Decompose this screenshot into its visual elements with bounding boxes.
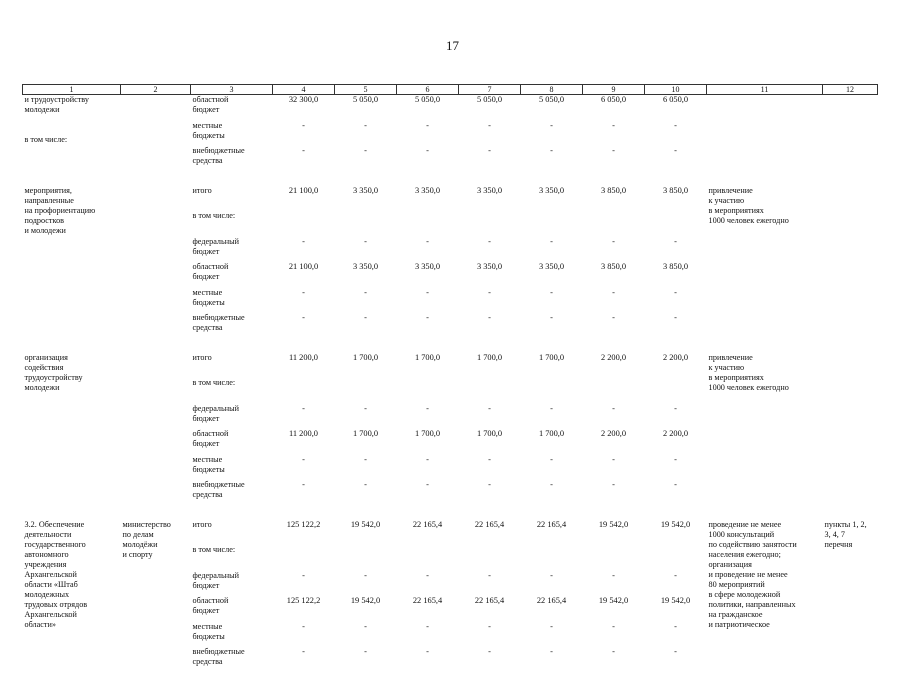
amount-cell: - bbox=[612, 403, 615, 413]
row-title: организация содействия трудоустройству молодежи bbox=[24, 352, 83, 392]
amount-cell: - bbox=[488, 570, 491, 580]
amount-cell: 2 200,0 bbox=[662, 429, 689, 438]
amount-cell: - bbox=[364, 621, 367, 631]
amount-cell: 3 850,0 bbox=[662, 262, 689, 271]
amount-cell: - bbox=[674, 287, 677, 297]
amount-cell bbox=[521, 378, 583, 404]
amount-cell: 19 542,0 bbox=[598, 519, 629, 529]
amount-cell: - bbox=[426, 647, 429, 656]
amount-cell: - bbox=[302, 480, 305, 489]
amount-cell: - bbox=[612, 454, 615, 464]
amount-cell: 1 700,0 bbox=[538, 352, 565, 362]
amount-cell: - bbox=[426, 480, 429, 489]
amount-cell bbox=[645, 378, 707, 404]
amount-cell bbox=[335, 211, 397, 237]
amount-cell: 32 300,0 bbox=[288, 95, 319, 104]
amount-cell: 3 350,0 bbox=[476, 262, 503, 271]
header-cell-1: 1 bbox=[23, 85, 121, 95]
amount-cell: - bbox=[674, 120, 677, 130]
table-row bbox=[23, 186, 878, 212]
amount-cell: - bbox=[488, 647, 491, 656]
amount-cell: 22 165,4 bbox=[474, 519, 505, 529]
amount-cell: - bbox=[674, 403, 677, 413]
funding-source-label: итого bbox=[192, 185, 212, 195]
funding-source-label: итого bbox=[192, 519, 212, 529]
amount-cell: 22 165,4 bbox=[412, 596, 443, 605]
amount-cell: - bbox=[612, 120, 615, 130]
amount-cell: 1 700,0 bbox=[476, 429, 503, 438]
spacer-cell bbox=[23, 172, 878, 186]
amount-cell: - bbox=[364, 146, 367, 155]
table-row bbox=[23, 520, 878, 546]
table-header bbox=[23, 85, 878, 95]
amount-cell: 22 165,4 bbox=[536, 596, 567, 605]
amount-cell: - bbox=[550, 313, 553, 322]
amount-cell: - bbox=[302, 287, 305, 297]
amount-cell: 125 122,2 bbox=[286, 519, 321, 529]
amount-cell: - bbox=[612, 287, 615, 297]
header-row bbox=[23, 85, 878, 95]
amount-cell: - bbox=[488, 480, 491, 489]
amount-cell: 2 200,0 bbox=[600, 352, 627, 362]
amount-cell: - bbox=[488, 236, 491, 246]
amount-cell bbox=[521, 211, 583, 237]
amount-cell: - bbox=[488, 313, 491, 322]
header-cell-2: 2 bbox=[121, 85, 191, 95]
funding-source-label: внебюджетные средства bbox=[192, 146, 245, 165]
amount-cell: - bbox=[612, 146, 615, 155]
responsible-executor: министерство по делам молодёжи и спорту bbox=[122, 519, 171, 559]
amount-cell: 1 700,0 bbox=[352, 429, 379, 438]
amount-cell: - bbox=[426, 236, 429, 246]
amount-cell: - bbox=[674, 313, 677, 322]
amount-cell: - bbox=[550, 146, 553, 155]
amount-cell: 3 350,0 bbox=[538, 185, 565, 195]
amount-cell: - bbox=[364, 287, 367, 297]
amount-cell bbox=[397, 545, 459, 571]
responsible-executor bbox=[121, 353, 191, 506]
amount-cell: 6 050,0 bbox=[600, 95, 627, 104]
amount-cell: 3 350,0 bbox=[414, 262, 441, 271]
amount-cell: - bbox=[674, 146, 677, 155]
funding-source-label: областной бюджет bbox=[192, 95, 229, 114]
amount-cell: - bbox=[550, 287, 553, 297]
amount-cell: 5 050,0 bbox=[414, 95, 441, 104]
expected-result: привлечение к участию в мероприятиях 1000 человек ежегодно bbox=[708, 185, 789, 225]
amount-cell: 19 542,0 bbox=[598, 596, 629, 605]
amount-cell: - bbox=[612, 313, 615, 322]
amount-cell: - bbox=[612, 236, 615, 246]
amount-cell: - bbox=[674, 454, 677, 464]
row-title: мероприятия, направленные на профориентацию подростков и молодежи bbox=[24, 185, 96, 235]
amount-cell bbox=[645, 211, 707, 237]
budget-table bbox=[22, 84, 878, 673]
reference-items bbox=[823, 353, 878, 506]
header-cell-9: 9 bbox=[583, 85, 645, 95]
amount-cell bbox=[459, 211, 521, 237]
amount-cell bbox=[397, 211, 459, 237]
amount-cell: 3 350,0 bbox=[352, 185, 379, 195]
amount-cell bbox=[335, 378, 397, 404]
amount-cell: 3 350,0 bbox=[538, 262, 565, 271]
amount-cell: - bbox=[488, 146, 491, 155]
amount-cell bbox=[521, 545, 583, 571]
amount-cell: 19 542,0 bbox=[350, 519, 381, 529]
funding-source-label: местные бюджеты bbox=[192, 120, 225, 140]
amount-cell: - bbox=[302, 146, 305, 155]
header-cell-11: 11 bbox=[707, 85, 823, 95]
amount-cell: 2 200,0 bbox=[662, 352, 689, 362]
amount-cell: - bbox=[364, 454, 367, 464]
funding-source-label: в том числе: bbox=[192, 211, 236, 220]
amount-cell bbox=[335, 545, 397, 571]
budget-table-wrapper bbox=[22, 84, 877, 673]
amount-cell: - bbox=[426, 454, 429, 464]
expected-result: проведение не менее 1000 консультаций по содействию занятости населения ежегодно; организация и проведение не менее 80 мероприятий в сфере молодежной политики, направленных на гражданское и патриотическое bbox=[708, 519, 797, 629]
table-row bbox=[23, 95, 878, 121]
funding-source-label: местные бюджеты bbox=[192, 287, 225, 307]
amount-cell: - bbox=[302, 403, 305, 413]
responsible-executor bbox=[121, 186, 191, 339]
funding-source-label: в том числе: bbox=[192, 545, 236, 554]
amount-cell: - bbox=[426, 120, 429, 130]
amount-cell: 3 850,0 bbox=[600, 185, 627, 195]
amount-cell: 1 700,0 bbox=[414, 352, 441, 362]
amount-cell: - bbox=[426, 146, 429, 155]
block-spacer bbox=[23, 172, 878, 186]
amount-cell: - bbox=[550, 621, 553, 631]
amount-cell: 1 700,0 bbox=[476, 352, 503, 362]
amount-cell: - bbox=[364, 120, 367, 130]
row-title: и трудоустройству молодежи в том числе: bbox=[24, 95, 89, 144]
amount-cell: - bbox=[364, 313, 367, 322]
amount-cell bbox=[397, 378, 459, 404]
amount-cell: 1 700,0 bbox=[538, 429, 565, 438]
amount-cell bbox=[273, 211, 335, 237]
amount-cell: 21 100,0 bbox=[288, 185, 319, 195]
funding-source-label: федеральный бюджет bbox=[192, 236, 240, 256]
amount-cell: - bbox=[426, 287, 429, 297]
funding-source-label: федеральный бюджет bbox=[192, 570, 240, 590]
amount-cell: - bbox=[364, 236, 367, 246]
amount-cell bbox=[459, 378, 521, 404]
header-cell-3: 3 bbox=[191, 85, 273, 95]
header-cell-7: 7 bbox=[459, 85, 521, 95]
reference-items bbox=[823, 186, 878, 339]
amount-cell: - bbox=[550, 403, 553, 413]
amount-cell: - bbox=[302, 120, 305, 130]
funding-source-label: итого bbox=[192, 352, 212, 362]
amount-cell: - bbox=[302, 621, 305, 631]
amount-cell: 6 050,0 bbox=[662, 95, 689, 104]
block-spacer bbox=[23, 506, 878, 520]
amount-cell: - bbox=[426, 621, 429, 631]
amount-cell: - bbox=[550, 454, 553, 464]
funding-source-label: местные бюджеты bbox=[192, 454, 225, 474]
amount-cell: - bbox=[550, 120, 553, 130]
amount-cell: - bbox=[674, 236, 677, 246]
amount-cell bbox=[459, 545, 521, 571]
funding-source-label: в том числе: bbox=[192, 378, 236, 387]
amount-cell: - bbox=[488, 403, 491, 413]
funding-source-label: внебюджетные средства bbox=[192, 647, 245, 666]
table-body bbox=[23, 95, 878, 673]
amount-cell bbox=[645, 545, 707, 571]
amount-cell: - bbox=[364, 480, 367, 489]
amount-cell: 5 050,0 bbox=[476, 95, 503, 104]
funding-source-label: внебюджетные средства bbox=[192, 313, 245, 332]
amount-cell: 22 165,4 bbox=[412, 519, 443, 529]
row-title: 3.2. Обеспечение деятельности государственного автономного учреждения Архангельской области «Штаб молодежных трудовых отрядов Архангельской области» bbox=[24, 519, 88, 629]
amount-cell: 125 122,2 bbox=[286, 596, 321, 605]
funding-source-label: областной бюджет bbox=[192, 596, 229, 615]
amount-cell: - bbox=[550, 647, 553, 656]
block-spacer bbox=[23, 339, 878, 353]
amount-cell: 3 350,0 bbox=[414, 185, 441, 195]
amount-cell: 19 542,0 bbox=[660, 596, 691, 605]
funding-source-label: областной бюджет bbox=[192, 262, 229, 281]
amount-cell: 19 542,0 bbox=[350, 596, 381, 605]
amount-cell: - bbox=[674, 570, 677, 580]
amount-cell: - bbox=[426, 570, 429, 580]
amount-cell: - bbox=[550, 236, 553, 246]
amount-cell: - bbox=[488, 287, 491, 297]
amount-cell bbox=[583, 211, 645, 237]
amount-cell bbox=[273, 545, 335, 571]
spacer-cell bbox=[23, 339, 878, 353]
amount-cell: - bbox=[674, 621, 677, 631]
amount-cell: 3 850,0 bbox=[662, 185, 689, 195]
amount-cell bbox=[583, 378, 645, 404]
funding-source-label: местные бюджеты bbox=[192, 621, 225, 641]
reference-items: пункты 1, 2, 3, 4, 7 перечня bbox=[824, 519, 867, 549]
header-cell-5: 5 bbox=[335, 85, 397, 95]
amount-cell: - bbox=[426, 313, 429, 322]
amount-cell: - bbox=[488, 621, 491, 631]
table-row bbox=[23, 353, 878, 379]
header-cell-8: 8 bbox=[521, 85, 583, 95]
responsible-executor bbox=[121, 95, 191, 172]
amount-cell: 22 165,4 bbox=[474, 596, 505, 605]
amount-cell: - bbox=[550, 570, 553, 580]
amount-cell bbox=[583, 545, 645, 571]
amount-cell: - bbox=[364, 647, 367, 656]
amount-cell: - bbox=[302, 570, 305, 580]
spacer-cell bbox=[23, 506, 878, 520]
amount-cell: - bbox=[612, 647, 615, 656]
amount-cell: 22 165,4 bbox=[536, 519, 567, 529]
expected-result bbox=[707, 95, 823, 172]
amount-cell: 5 050,0 bbox=[352, 95, 379, 104]
funding-source-label: внебюджетные средства bbox=[192, 480, 245, 499]
amount-cell: - bbox=[550, 480, 553, 489]
amount-cell: 3 350,0 bbox=[476, 185, 503, 195]
amount-cell: 3 350,0 bbox=[352, 262, 379, 271]
amount-cell: 2 200,0 bbox=[600, 429, 627, 438]
header-cell-10: 10 bbox=[645, 85, 707, 95]
amount-cell: - bbox=[612, 621, 615, 631]
header-cell-4: 4 bbox=[273, 85, 335, 95]
amount-cell: - bbox=[302, 313, 305, 322]
amount-cell: 19 542,0 bbox=[660, 519, 691, 529]
reference-items bbox=[823, 95, 878, 172]
amount-cell: - bbox=[612, 570, 615, 580]
amount-cell: - bbox=[488, 120, 491, 130]
amount-cell: 1 700,0 bbox=[414, 429, 441, 438]
amount-cell: 21 100,0 bbox=[288, 262, 319, 271]
amount-cell bbox=[273, 378, 335, 404]
header-cell-12: 12 bbox=[823, 85, 878, 95]
expected-result: привлечение к участию в мероприятиях 1000 человек ежегодно bbox=[708, 352, 789, 392]
amount-cell: - bbox=[302, 454, 305, 464]
amount-cell: 1 700,0 bbox=[352, 352, 379, 362]
amount-cell: - bbox=[674, 647, 677, 656]
amount-cell: - bbox=[364, 570, 367, 580]
page-number: 17 bbox=[446, 38, 459, 53]
amount-cell: - bbox=[612, 480, 615, 489]
amount-cell: - bbox=[302, 236, 305, 246]
amount-cell: 5 050,0 bbox=[538, 95, 565, 104]
amount-cell: 11 200,0 bbox=[288, 429, 318, 438]
amount-cell: - bbox=[302, 647, 305, 656]
funding-source-label: областной бюджет bbox=[192, 429, 229, 448]
amount-cell: 3 850,0 bbox=[600, 262, 627, 271]
amount-cell: - bbox=[364, 403, 367, 413]
header-cell-6: 6 bbox=[397, 85, 459, 95]
funding-source-label: федеральный бюджет bbox=[192, 403, 240, 423]
amount-cell: 11 200,0 bbox=[288, 352, 318, 362]
amount-cell: - bbox=[488, 454, 491, 464]
amount-cell: - bbox=[674, 480, 677, 489]
amount-cell: - bbox=[426, 403, 429, 413]
